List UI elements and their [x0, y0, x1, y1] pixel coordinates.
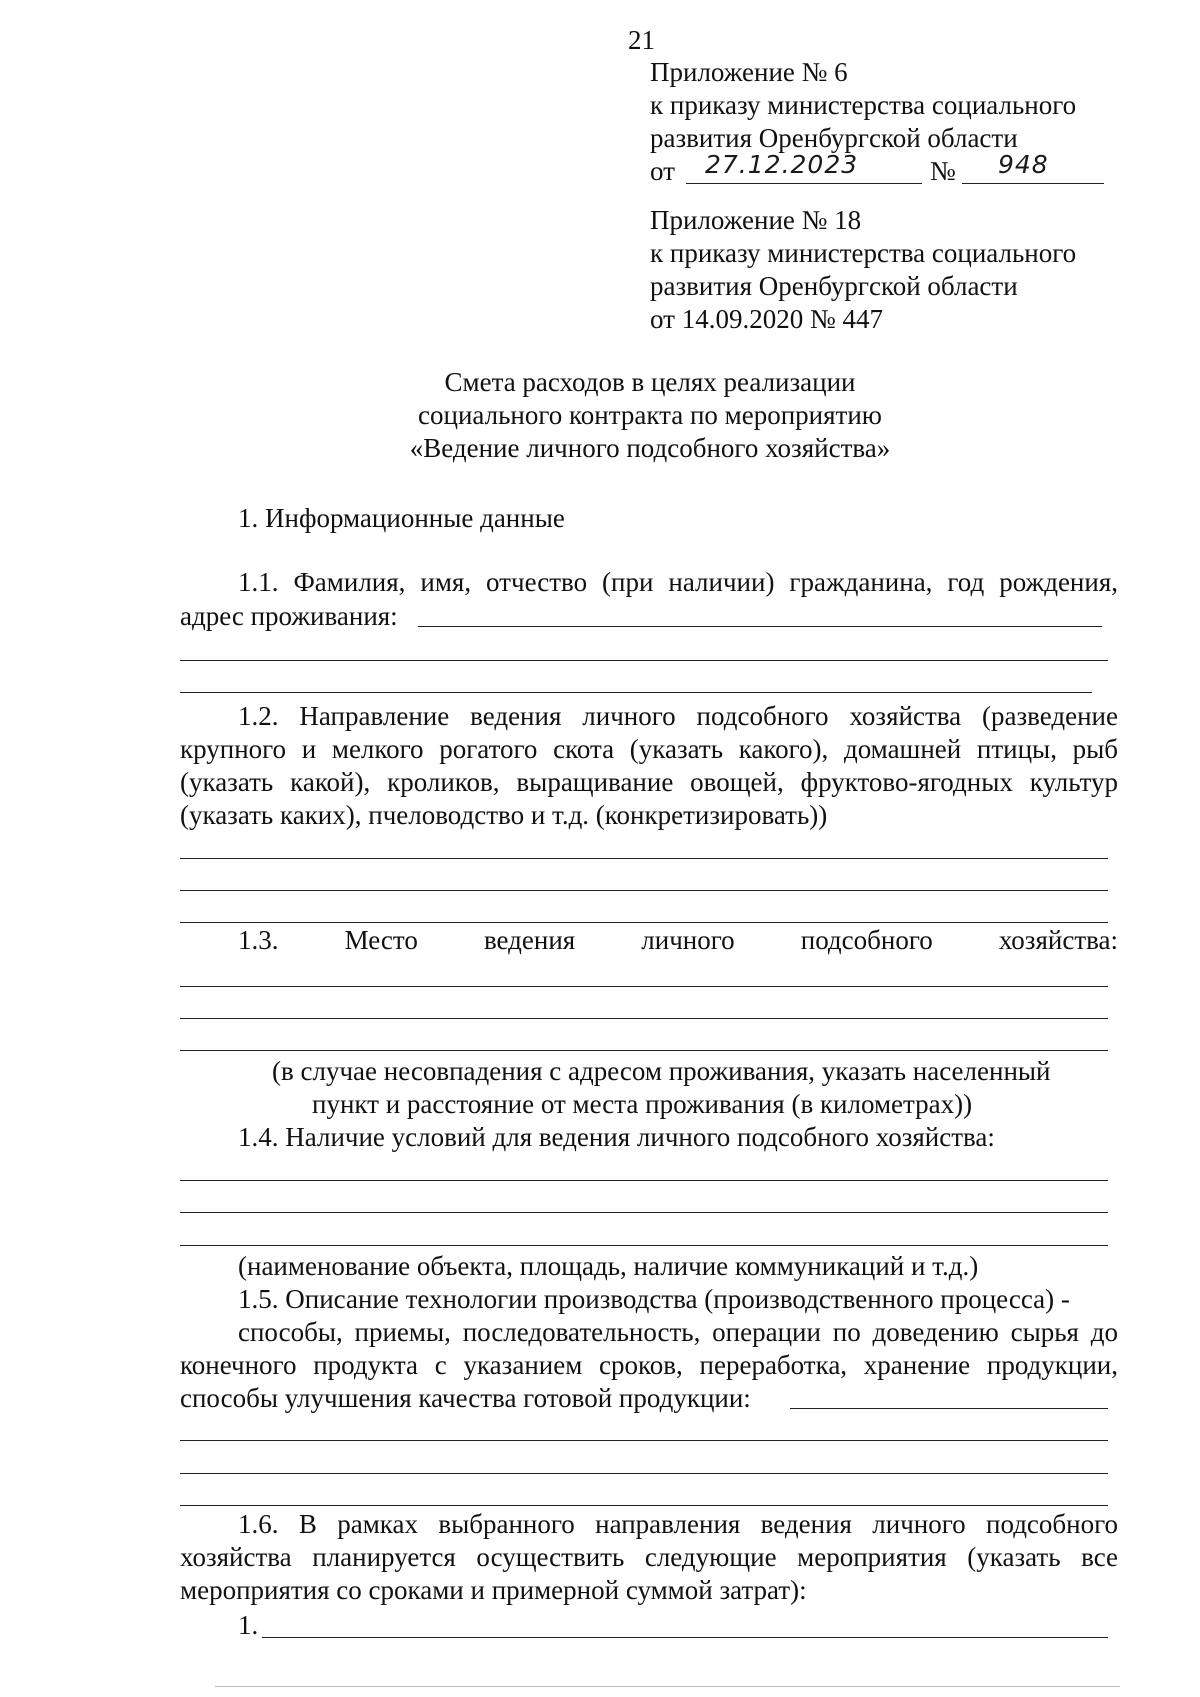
- doc-title-line2: социального контракта по мероприятию: [418, 400, 882, 430]
- item12-blank-line-1[interactable]: [180, 858, 1108, 859]
- item11-line2: адрес проживания:: [180, 601, 398, 631]
- doc-title-line3: «Ведение личного подсобного хозяйства»: [409, 433, 891, 463]
- item15-blank-line-3[interactable]: [180, 1505, 1108, 1506]
- item14-blank-line-2[interactable]: [180, 1212, 1108, 1213]
- item13-note2: пункт и расстояние от места проживания (в километрах)): [312, 1089, 973, 1119]
- item13-word3: ведения: [483, 925, 576, 955]
- item14-blank-line-3[interactable]: [180, 1245, 1108, 1246]
- appendix18-line3: от 14.09.2020 № 447: [650, 304, 883, 334]
- item14-note: (наименование объекта, площадь, наличие коммуникаций и т.д.): [238, 1251, 979, 1281]
- item12-line4: (указать каких), пчеловодство и т.д. (конкретизировать)): [180, 800, 828, 830]
- item14-blank-line-1[interactable]: [180, 1180, 1108, 1181]
- item15-line1: 1.5. Описание технологии производства (производственного процесса) -: [238, 1284, 1070, 1314]
- item12-blank-line-2[interactable]: [180, 890, 1108, 891]
- item13-word5: подсобного: [800, 925, 933, 955]
- item13-word1: 1.3.: [238, 925, 279, 955]
- item15-blank-line-2[interactable]: [180, 1473, 1108, 1474]
- item13-row: [238, 924, 1118, 957]
- item11-fill-line[interactable]: [418, 626, 1102, 627]
- appendix18-line1: к приказу министерства социального: [650, 238, 1077, 268]
- item15-fill-line[interactable]: [790, 1408, 1108, 1409]
- item11-blank-line-2[interactable]: [180, 692, 1092, 693]
- item13-blank-line-1[interactable]: [180, 986, 1108, 987]
- item12-line3: (указать какой), кроликов, выращивание овощей, фруктово-ягодных культур: [180, 767, 1118, 797]
- item14-text: 1.4. Наличие условий для ведения личного подсобного хозяйства:: [238, 1122, 995, 1152]
- appendix6-title: Приложение № 6: [650, 57, 848, 87]
- appendix6-line1: к приказу министерства социального: [650, 90, 1077, 120]
- appendix18-line2: развития Оренбургской области: [650, 271, 1018, 301]
- item11-line1: 1.1. Фамилия, имя, отчество (при наличии) гражданина, год рождения,: [238, 567, 1118, 597]
- appendix6-date-prefix: от: [650, 156, 675, 186]
- item13-word4: личного: [641, 925, 735, 955]
- appendix6-line2: развития Оренбургской области: [650, 123, 1018, 153]
- item15-line3: конечного продукта с указанием сроков, переработка, хранение продукции,: [180, 1350, 1118, 1380]
- item16-line3: мероприятия со сроками и примерной суммой затрат):: [180, 1575, 807, 1605]
- item13-note1: (в случае несовпадения с адресом проживания, указать населенный: [272, 1056, 1051, 1086]
- item15-blank-line-1[interactable]: [180, 1440, 1108, 1441]
- item13-word6: хозяйства:: [998, 925, 1118, 955]
- page-number: 21: [628, 25, 655, 55]
- date-underline: [686, 183, 922, 184]
- item16-line2: хозяйства планируется осуществить следующие мероприятия (указать все: [180, 1542, 1118, 1572]
- handwritten-date: 27.12.2023: [705, 150, 859, 179]
- item12-line1: 1.2. Направление ведения личного подсобного хозяйства (разведение: [238, 701, 1118, 731]
- item13-blank-line-3[interactable]: [180, 1050, 1108, 1051]
- scan-edge-line: [215, 1686, 1120, 1687]
- item11-blank-line-1[interactable]: [180, 660, 1108, 661]
- item12-blank-line-3[interactable]: [180, 922, 1108, 923]
- item12-line2: крупного и мелкого рогатого скота (указать какого), домашней птицы, рыб: [180, 734, 1118, 764]
- item15-line4: способы улучшения качества готовой продукции:: [180, 1383, 751, 1413]
- item15-line2: способы, приемы, последовательность, операции по доведению сырья до: [238, 1317, 1118, 1347]
- appendix18-title: Приложение № 18: [650, 205, 862, 235]
- item13-word2: Место: [344, 925, 418, 955]
- appendix6-number-prefix: №: [930, 156, 956, 186]
- doc-title-line1: Смета расходов в целях реализации: [444, 367, 856, 397]
- number-underline: [962, 183, 1104, 184]
- item16-list-start: 1.: [238, 1610, 259, 1640]
- handwritten-number: 948: [998, 150, 1049, 179]
- item13-blank-line-2[interactable]: [180, 1018, 1108, 1019]
- item16-fill-line[interactable]: [262, 1637, 1108, 1638]
- item16-line1: 1.6. В рамках выбранного направления ведения личного подсобного: [238, 1509, 1118, 1539]
- section1-heading: 1. Информационные данные: [238, 503, 565, 533]
